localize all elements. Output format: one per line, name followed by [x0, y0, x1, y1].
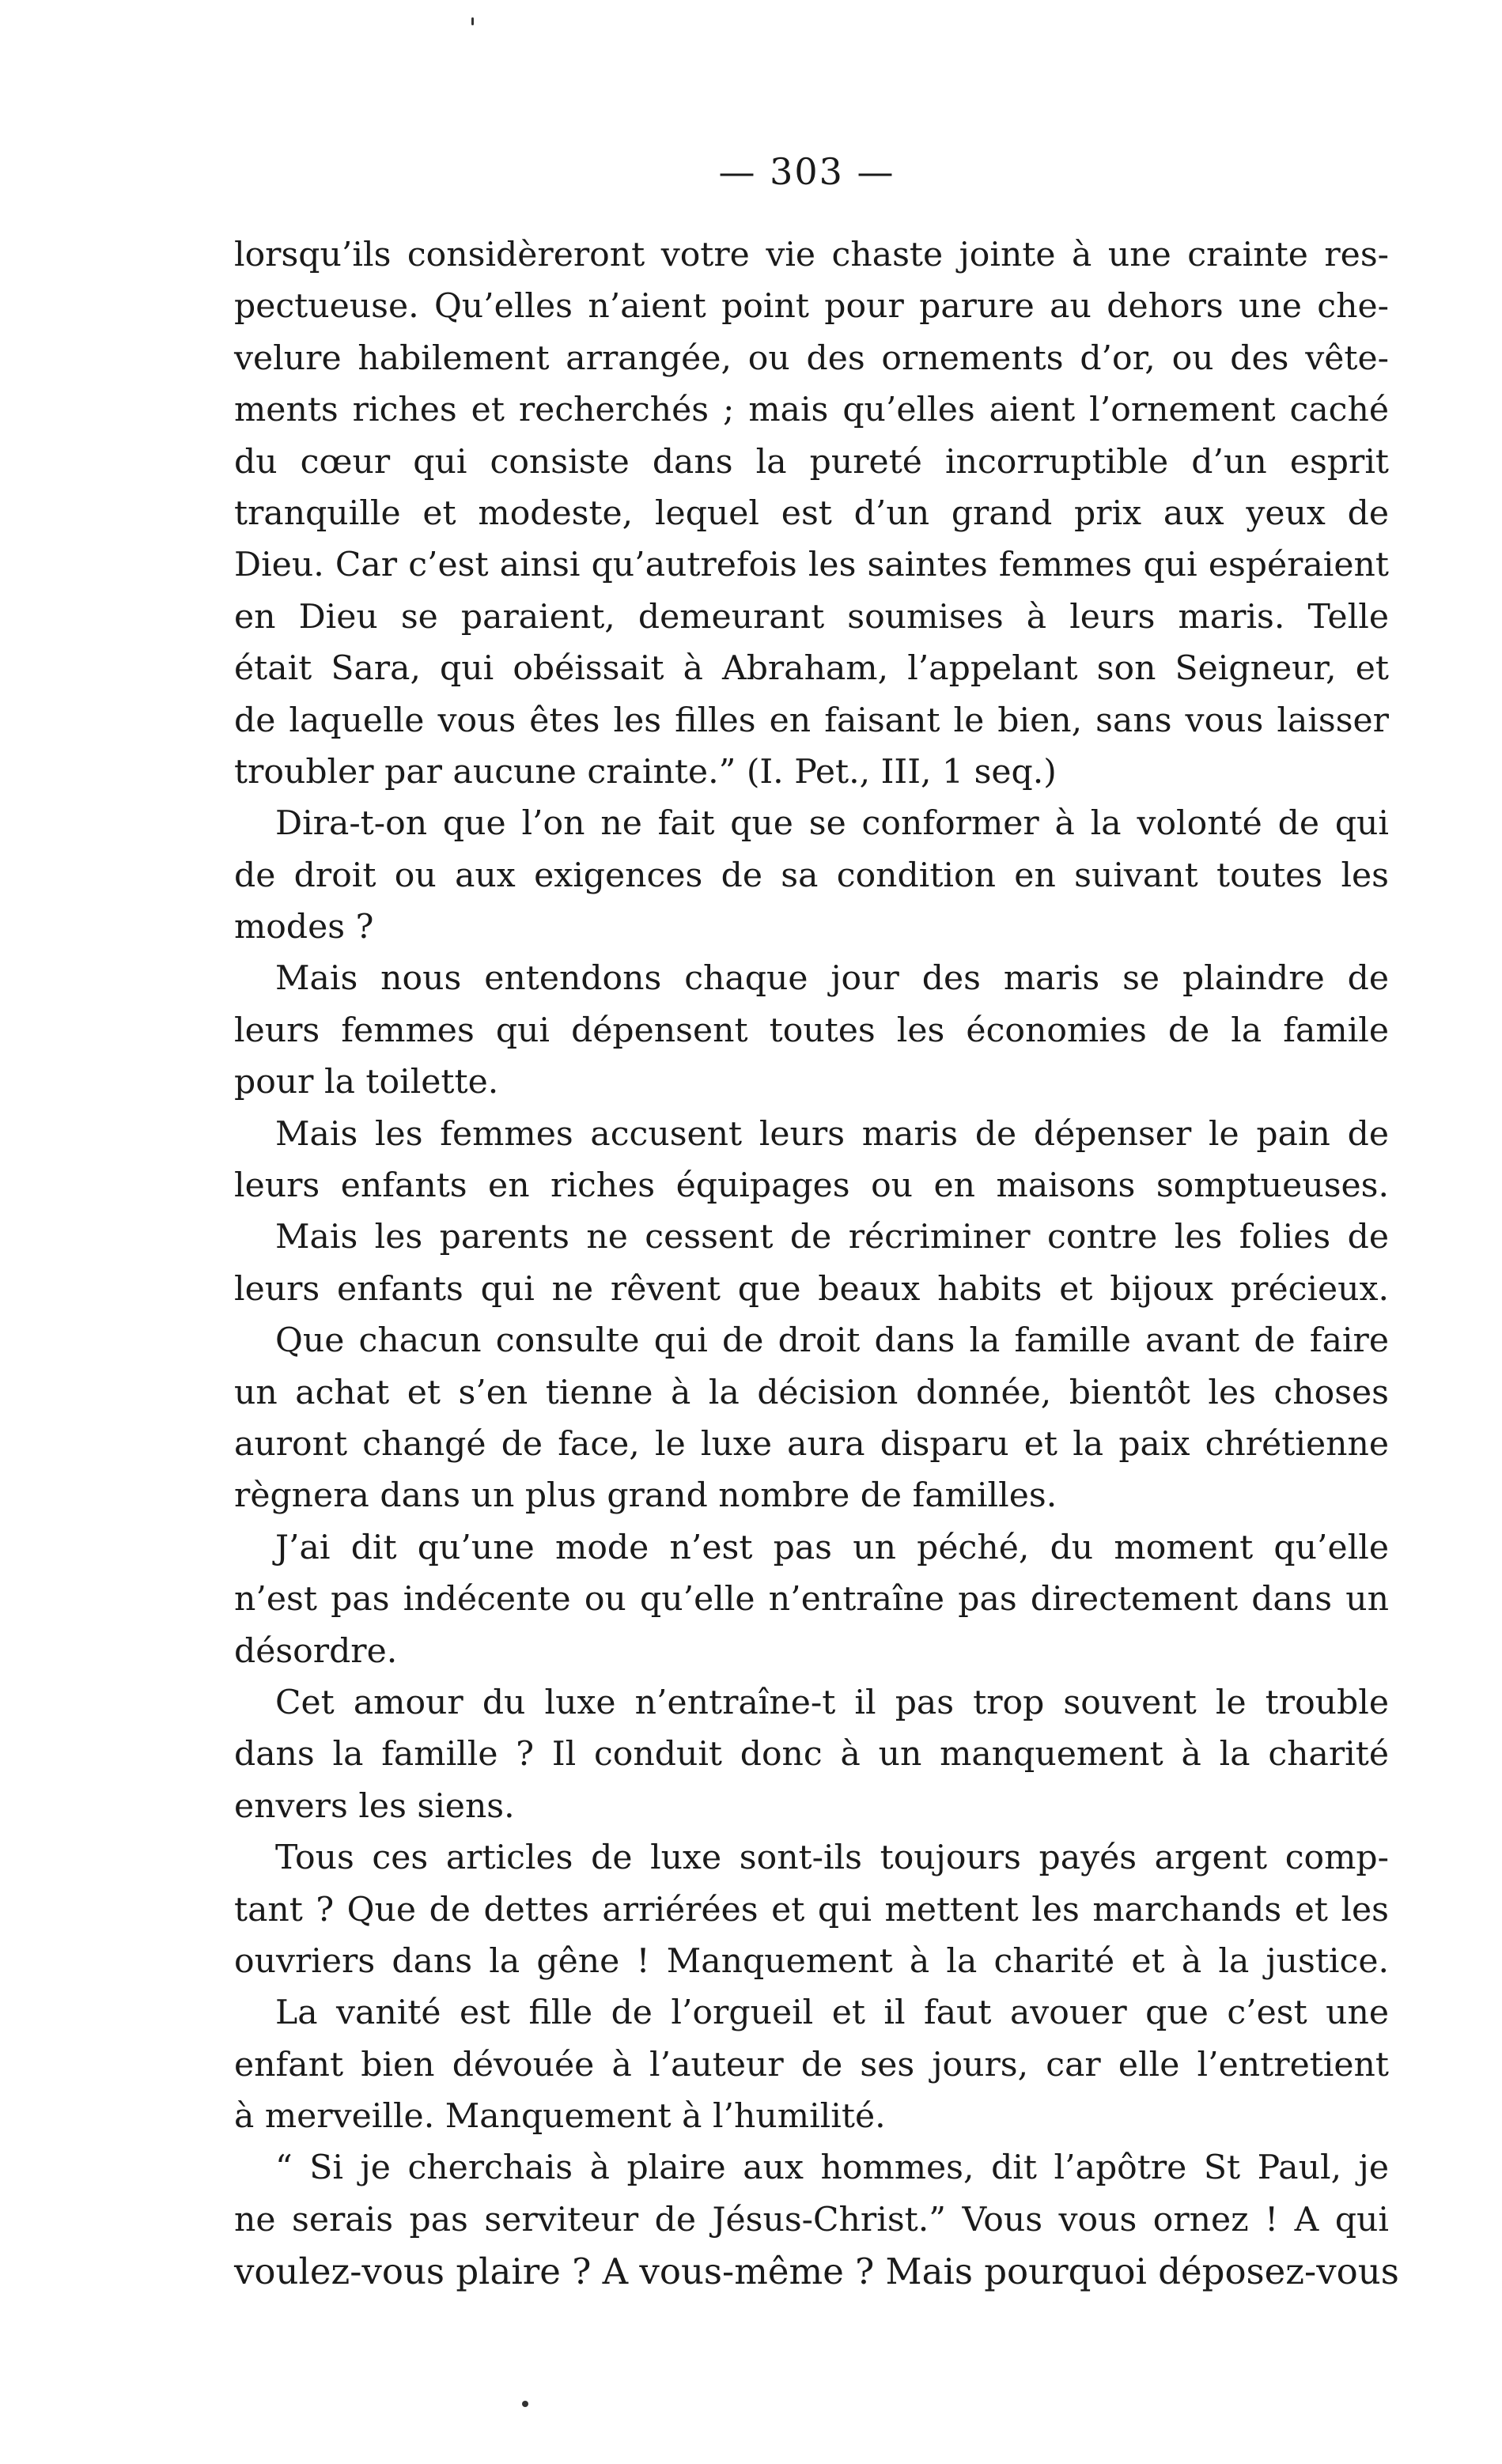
text-line: règnera dans un plus grand nombre de familles. — [234, 1476, 1057, 1516]
text-line: Cet amour du luxe n’entraîne-t il pas trop souvent le trouble — [275, 1683, 1389, 1722]
text-line: Dieu. Car c’est ainsi qu’autrefois les saintes femmes qui espéraient — [234, 546, 1389, 585]
text-line: velure habilement arrangée, ou des ornements d’or, ou des vête- — [234, 338, 1389, 378]
text-line: Tous ces articles de luxe sont-ils toujours payés argent comp- — [275, 1839, 1389, 1878]
text-line: Dira-t-on que l’on ne fait que se conformer à la volonté de qui — [275, 804, 1389, 844]
text-line: auront changé de face, le luxe aura disparu et la paix chrétienne — [234, 1424, 1389, 1464]
print-speck — [522, 2401, 528, 2407]
text-line: voulez-vous plaire ? A vous-même ? Mais pourquoi déposez-vous — [234, 2250, 1399, 2293]
text-line: dans la famille ? Il conduit donc à un manquement à la charité — [234, 1735, 1389, 1774]
text-line: désordre. — [234, 1631, 398, 1671]
text-line: en Dieu se paraient, demeurant soumises à leurs maris. Telle — [234, 597, 1389, 637]
text-line: J’ai dit qu’une mode n’est pas un péché, du moment qu’elle — [275, 1528, 1389, 1567]
text-line: troubler par aucune crainte.” (I. Pet., III, 1 seq.) — [234, 752, 1057, 792]
body-text — [234, 229, 1399, 2298]
text-line: Mais les femmes accusent leurs maris de dépenser le pain de — [275, 1114, 1389, 1154]
text-line: envers les siens. — [234, 1786, 515, 1826]
text-line: tranquille et modeste, lequel est d’un grand prix aux yeux de — [234, 493, 1389, 533]
text-line: leurs enfants qui ne rêvent que beaux habits et bijoux précieux. — [234, 1269, 1389, 1309]
text-line: de droit ou aux exigences de sa condition en suivant toutes les — [234, 856, 1389, 895]
text-line: à merveille. Manquement à l’humilité. — [234, 2097, 886, 2137]
text-line: Mais nous entendons chaque jour des maris se plaindre de — [275, 959, 1389, 999]
text-line: ouvriers dans la gêne ! Manquement à la charité et à la justice. — [234, 1941, 1389, 1981]
text-line: lorsqu’ils considèreront votre vie chaste jointe à une crainte res- — [234, 236, 1389, 274]
text-line: n’est pas indécente ou qu’elle n’entraîne pas directement dans un — [234, 1580, 1389, 1619]
text-line: pectueuse. Qu’elles n’aient point pour parure au dehors une che- — [234, 287, 1389, 327]
text-line: du cœur qui consiste dans la pureté incorruptible d’un esprit — [234, 442, 1389, 482]
text-line: La vanité est fille de l’orgueil et il faut avouer que c’est une — [275, 1993, 1389, 2033]
page-number: — 303 — — [718, 150, 895, 193]
text-line: pour la toilette. — [234, 1063, 499, 1102]
text-line: “ Si je cherchais à plaire aux hommes, dit l’apôtre St Paul, je — [275, 2148, 1389, 2188]
text-line: Mais les parents ne cessent de récriminer contre les folies de — [275, 1218, 1389, 1257]
print-speck — [471, 17, 474, 25]
text-line: de laquelle vous êtes les filles en faisant le bien, sans vous laisser — [234, 701, 1389, 740]
text-line: un achat et s’en tienne à la décision donnée, bientôt les choses — [234, 1373, 1389, 1412]
text-line: modes ? — [234, 908, 374, 947]
text-line: tant ? Que de dettes arriérées et qui mettent les marchands et les — [234, 1890, 1389, 1929]
text-line: Que chacun consulte qui de droit dans la famille avant de faire — [275, 1321, 1389, 1361]
text-line: ments riches et recherchés ; mais qu’elles aient l’ornement caché — [234, 391, 1389, 430]
text-line: enfant bien dévouée à l’auteur de ses jours, car elle l’entretient — [234, 2045, 1389, 2084]
text-line: était Sara, qui obéissait à Abraham, l’appelant son Seigneur, et — [234, 649, 1389, 689]
text-line: leurs enfants en riches équipages ou en maisons somptueuses. — [234, 1166, 1389, 1206]
text-line: leurs femmes qui dépensent toutes les économies de la famile — [234, 1011, 1389, 1050]
text-line: ne serais pas serviteur de Jésus-Christ.” Vous vous ornez ! A qui — [234, 2200, 1389, 2239]
